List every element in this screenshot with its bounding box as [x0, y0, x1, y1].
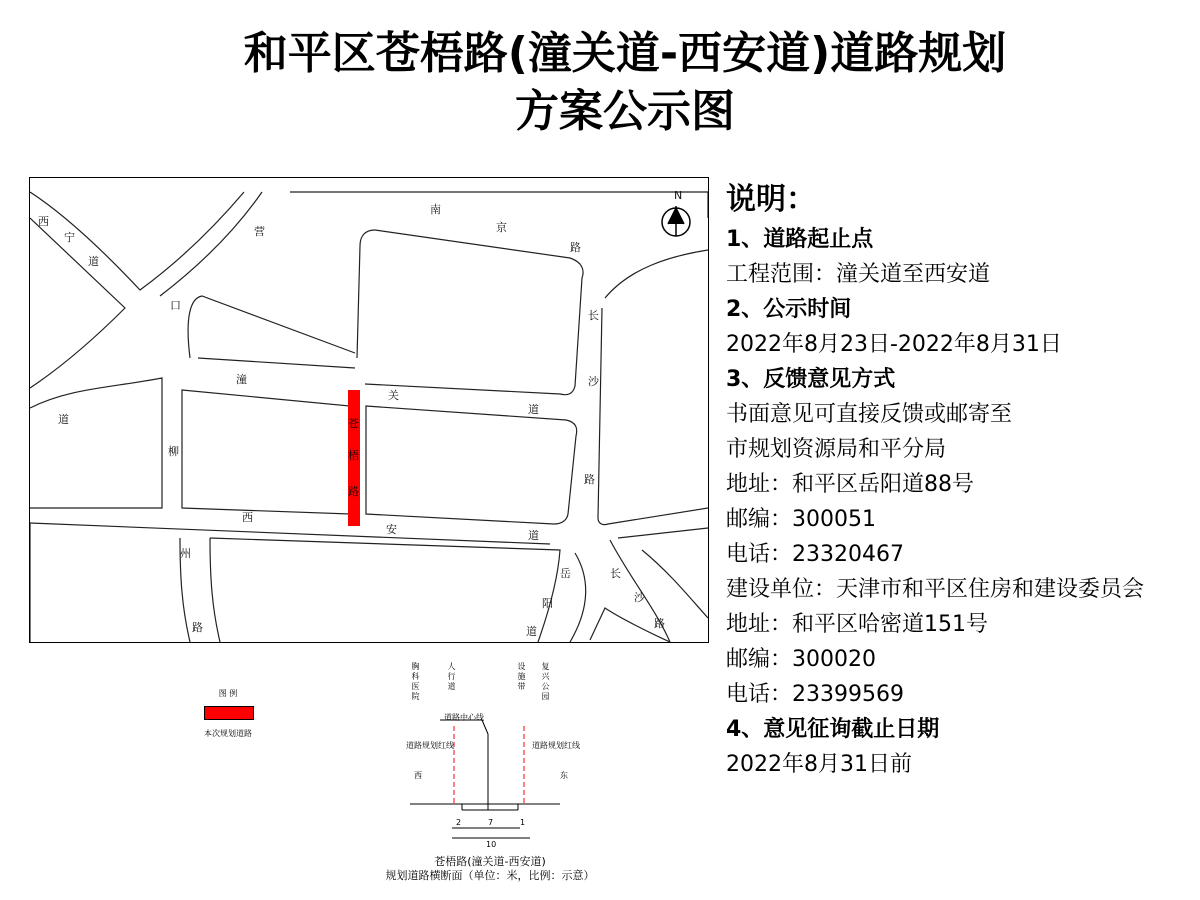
notes-heading: 说明： — [726, 182, 816, 217]
road-label-nanjing-2: 京 — [496, 221, 507, 234]
page-title-line1: 和平区苍梧路(潼关道-西安道)道路规划 — [243, 28, 1007, 79]
section-label-redline-left: 道路规划红线 — [406, 741, 454, 750]
north-label: N — [674, 189, 683, 202]
notes-sec3-line8: 邮编：300020 — [726, 647, 876, 672]
section-label-walkway: 人行道 — [447, 662, 456, 692]
cross-section-diagram — [400, 660, 590, 860]
notes-sec3-line2: 市规划资源局和平分局 — [726, 437, 947, 462]
legend-item-label: 本次规划道路 — [204, 729, 252, 738]
section-caption-line2: 规划道路横断面（单位：米，比例：示意） — [385, 869, 595, 882]
road-label-cangwu-3: 路 — [348, 485, 359, 498]
map-legend — [196, 688, 266, 746]
notes-sec4-line1: 2022年8月31日前 — [726, 752, 912, 777]
road-label-changsha-1: 长 — [588, 309, 599, 322]
road-label-cangwu-2: 梧 — [348, 449, 359, 462]
road-label-changsha-3: 路 — [584, 473, 595, 486]
road-label-xian-2: 安 — [386, 523, 397, 536]
road-label-liuzhou-3: 路 — [192, 621, 203, 634]
road-label-yingkou-3: 道 — [58, 413, 69, 426]
road-label-yueyang-2: 阳 — [542, 597, 553, 610]
road-label-yueyang-3: 道 — [526, 625, 537, 638]
notes-sec3-line6: 建设单位：天津市和平区住房和建设委员会 — [726, 577, 1145, 602]
road-label-tongguan-3: 道 — [528, 403, 539, 416]
road-label-xining-3: 道 — [88, 255, 99, 268]
section-caption — [330, 855, 650, 883]
road-label-liuzhou-2: 州 — [180, 547, 191, 560]
section-label-redline-right: 道路规划红线 — [532, 741, 580, 750]
road-label-liuzhou-1: 柳 — [168, 445, 179, 458]
block-outlines — [30, 189, 708, 642]
notes-sec1-title: 1、道路起止点 — [726, 227, 874, 252]
notes-sec3-line7: 地址：和平区哈密道151号 — [726, 612, 988, 637]
section-label-east: 东 — [560, 771, 568, 780]
road-label-changsha-b2: 沙 — [634, 591, 645, 604]
section-label-fuxing-park: 复兴公园 — [541, 662, 550, 702]
map-drawing — [30, 178, 708, 642]
notes-sec3-line9: 电话：23399569 — [726, 682, 904, 707]
legend-title: 图 例 — [218, 689, 238, 698]
road-label-yueyang-1: 岳 — [560, 567, 571, 580]
north-arrow-icon — [662, 206, 690, 236]
section-label-west: 西 — [414, 771, 422, 780]
notes-sec1-line1: 工程范围：潼关道至西安道 — [726, 262, 991, 287]
section-caption-line1: 苍梧路(潼关道-西安道) — [434, 855, 546, 868]
notes-sec4-title: 4、意见征询截止日期 — [726, 717, 940, 742]
notes-sec3-line3: 地址：和平区岳阳道88号 — [726, 472, 974, 497]
road-label-changsha-2: 沙 — [588, 375, 599, 388]
section-dim-7: 7 — [488, 818, 494, 827]
cross-section-drawing — [400, 660, 590, 850]
road-map — [29, 177, 709, 643]
road-label-cangwu-1: 苍 — [348, 417, 359, 430]
road-label-xian-1: 西 — [242, 511, 253, 524]
notes-sec3-line5: 电话：23320467 — [726, 542, 904, 567]
notes-sec2-title: 2、公示时间 — [726, 297, 852, 322]
road-label-xian-3: 道 — [528, 529, 539, 542]
road-label-tongguan-1: 潼 — [236, 373, 247, 386]
road-label-xining-2: 宁 — [64, 231, 75, 244]
road-label-xining-1: 西 — [38, 215, 49, 228]
notes-panel — [726, 180, 1196, 782]
section-dim-2: 2 — [456, 818, 462, 827]
section-label-chest-hospital: 胸科医院 — [411, 662, 420, 702]
notes-sec3-line4: 邮编：300051 — [726, 507, 876, 532]
section-label-centerline: 道路中心线 — [444, 713, 484, 722]
page-title-line2: 方案公示图 — [515, 86, 735, 137]
road-label-yingkou-2: 口 — [170, 299, 181, 312]
road-label-changsha-b3: 路 — [654, 617, 665, 630]
section-dim-10: 10 — [486, 840, 497, 849]
notes-sec2-line1: 2022年8月23日-2022年8月31日 — [726, 332, 1062, 357]
notes-sec3-title: 3、反馈意见方式 — [726, 367, 896, 392]
road-label-nanjing-3: 路 — [570, 241, 581, 254]
notes-sec3-line1: 书面意见可直接反馈或邮寄至 — [726, 402, 1013, 427]
road-label-yingkou-1: 营 — [254, 225, 265, 238]
road-label-nanjing-1: 南 — [430, 203, 441, 216]
section-dim-1: 1 — [520, 818, 526, 827]
legend-swatch — [204, 706, 254, 720]
section-label-facility-band: 设施带 — [517, 662, 526, 692]
road-label-tongguan-2: 关 — [388, 389, 399, 402]
road-label-changsha-b1: 长 — [610, 567, 621, 580]
